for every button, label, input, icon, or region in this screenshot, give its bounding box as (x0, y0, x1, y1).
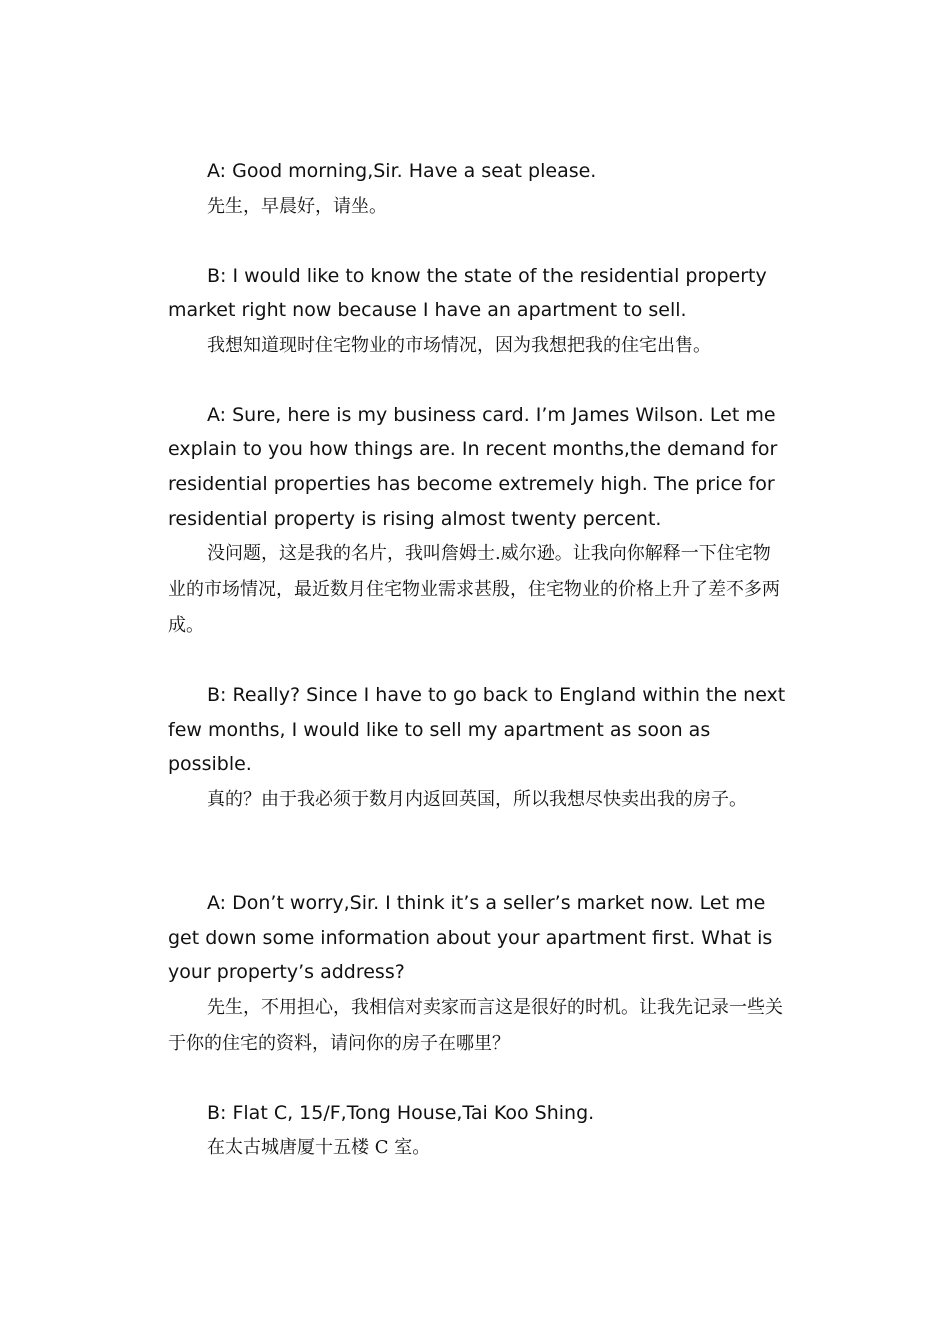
english-line: B: Really? Since I have to go back to England within the next few months, I would like to sell my apartment as soon as possible. (168, 684, 786, 776)
paragraph-spacer (168, 1062, 788, 1096)
dialogue-body (168, 154, 788, 1166)
dialogue-entry (168, 398, 788, 644)
paragraph-spacer (168, 225, 788, 259)
paragraph-spacer (168, 644, 788, 678)
dialogue-entry (168, 259, 788, 364)
chinese-translation: 没问题，这是我的名片，我叫詹姆士.威尔逊。让我向你解释一下住宅物业的市场情况，最近数月住宅物业需求甚殷，住宅物业的价格上升了差不多两成。 (168, 543, 780, 637)
dialogue-entry (168, 1096, 788, 1167)
dialogue-entry (168, 154, 788, 225)
english-line: A: Good morning,Sir. Have a seat please. (207, 160, 597, 182)
english-line: B: Flat C, 15/F,Tong House,Tai Koo Shing. (207, 1101, 595, 1124)
paragraph-spacer (168, 818, 788, 886)
chinese-translation: 在太古城唐厦十五楼 C 室。 (207, 1137, 431, 1159)
chinese-translation: 先生，不用担心，我相信对卖家而言这是很好的时机。让我先记录一些关于你的住宅的资料，请问你的房子在哪里？ (168, 996, 783, 1054)
dialogue-entry (168, 886, 788, 1062)
english-line: A: Sure, here is my business card. I’m James Wilson. Let me explain to you how things are. In recent months,the demand for residential properties has become extremely high. The price for residential property is rising almost twenty percent. (168, 403, 778, 530)
english-line: A: Don’t worry,Sir. I think it’s a seller’s market now. Let me get down some information about your apartment first. What is your property’s address? (168, 891, 773, 984)
paragraph-spacer (168, 364, 788, 398)
english-line: B: I would like to know the state of the residential property market right now because I have an apartment to sell. (168, 264, 767, 322)
chinese-translation: 我想知道现时住宅物业的市场情况，因为我想把我的住宅出售。 (207, 334, 711, 356)
chinese-translation: 先生，早晨好，请坐。 (207, 195, 387, 217)
chinese-translation: 真的？由于我必须于数月内返回英国，所以我想尽快卖出我的房子。 (207, 788, 747, 810)
dialogue-entry (168, 678, 788, 818)
